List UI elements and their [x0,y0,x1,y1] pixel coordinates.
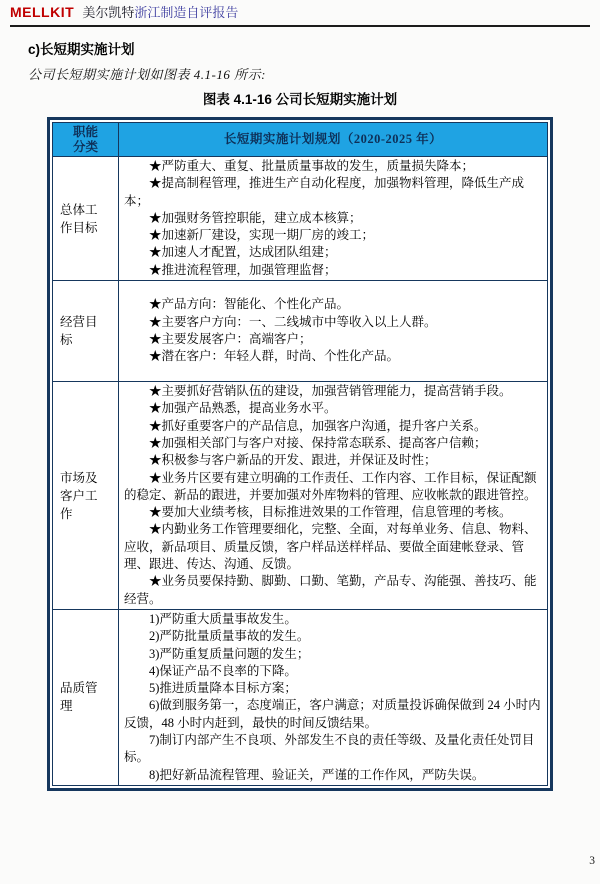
plan-items-cell [119,609,548,785]
plan-item: ★抓好重要客户的产品信息，加强客户沟通，提升客户关系。 [149,418,487,433]
plan-item: ★推进流程管理，加强管理监督； [149,262,337,277]
plan-item: ★潜在客户：年轻人群，时尚、个性化产品。 [149,349,400,364]
plan-item: ★主要客户方向：一、二线城市中等收入以上人群。 [149,314,437,329]
table-row [53,157,548,281]
category-cell: 市场及客户工作 [53,382,119,610]
intro-text: 公司长短期实施计划如图表 4.1-16 所示: [28,67,266,82]
plan-item: 4)保证产品不良率的下降。 [149,663,297,678]
page-header [10,4,590,27]
plan-items-list [124,296,542,365]
table-row [53,382,548,610]
plan-item: ★严防重大、重复、批量质量事故的发生，质量损失降本； [149,159,475,173]
document-title: 浙江制造自评报告 [134,5,239,20]
plan-item: ★业务片区要有建立明确的工作责任、工作内容、工作目标，保证配额的稳定、新品的跟进，并要加强对外库物料的管理、应收帐款的跟进管控。 [124,470,537,502]
plan-items-cell [119,281,548,382]
plan-item: ★要加大业绩考核，目标推进效果的工作管理，信息管理的考核。 [149,505,512,520]
plan-item: 8)把好新品流程管理、验证关，严谨的工作作风，严防失误。 [149,767,485,782]
plan-item: 1)严防重大质量事故发生。 [149,611,297,626]
plan-items-list [124,158,542,279]
table-caption: 图表 4.1-16 公司长短期实施计划 [202,92,398,107]
plan-items-list [124,383,542,608]
plan-item: ★加速新厂建设，实现一期厂房的竣工； [149,228,375,243]
plan-item: 3)严防重复质量问题的发生； [149,646,310,661]
plan-items-cell [119,382,548,610]
plan-table-frame [47,117,553,791]
plan-item: ★积极参与客户新品的开发、跟进，并保证及时性； [149,453,437,468]
plan-items-list [124,611,542,784]
plan-item: ★提高制程管理，推进生产自动化程度，加强物料管理，降低生产成本； [124,176,525,208]
plan-items-cell [119,157,548,281]
category-column-header: 职能分类 [53,123,119,157]
plan-item: 6)做到服务第一，态度端正，客户满意；对质量投诉确保做到 24 小时内反馈，48 小时内赶到，最快的时间反馈结果。 [124,698,541,730]
brand-name-cn: 美尔凯特 [82,5,135,20]
plan-item: ★加强产品熟悉，提高业务水平。 [149,401,337,416]
plan-item: ★主要抓好营销队伍的建设，加强营销管理能力，提高营销手段。 [149,384,512,399]
table-header-row [53,123,548,157]
plan-table-body [53,123,548,786]
table-row [53,609,548,785]
plan-item: ★产品方向：智能化、个性化产品。 [149,297,350,312]
plan-item: ★加强财务管控职能，建立成本核算； [149,210,362,225]
plan-item: ★主要发展客户：高端客户； [149,332,312,347]
category-cell: 总体工作目标 [53,157,119,281]
category-cell: 经营目标 [53,281,119,382]
plan-item: ★加强相关部门与客户对接、保持常态联系、提高客户信赖； [149,435,487,450]
plan-item: 7)制订内部产生不良项、外部发生不良的责任等级、及量化责任处罚目标。 [124,733,535,765]
table-row [53,281,548,382]
category-cell: 品质管理 [53,609,119,785]
plan-table [52,122,548,786]
plan-item: 5)推进质量降本目标方案； [149,681,297,696]
plan-item: 2)严防批量质量事故的发生。 [149,629,310,644]
plan-item: ★内勤业务工作管理要细化，完整、全面，对每单业务、信息、物料、应收，新品项目、质量反馈，客户样品送样样品、要做全面建帐登录、管理、跟进、传达、沟通、反馈。 [124,522,537,572]
brand-logo-text: MELLKIT [10,4,75,20]
plan-column-header: 长短期实施计划规划（2020-2025 年） [119,123,548,157]
page-number: 3 [589,855,595,867]
section-heading: c)长短期实施计划 [28,42,135,57]
plan-item: ★加速人才配置，达成团队组建； [149,245,337,260]
plan-item: ★业务员要保持勤、脚勤、口勤、笔勤，产品专、沟能强、善技巧、能经营。 [124,574,537,606]
